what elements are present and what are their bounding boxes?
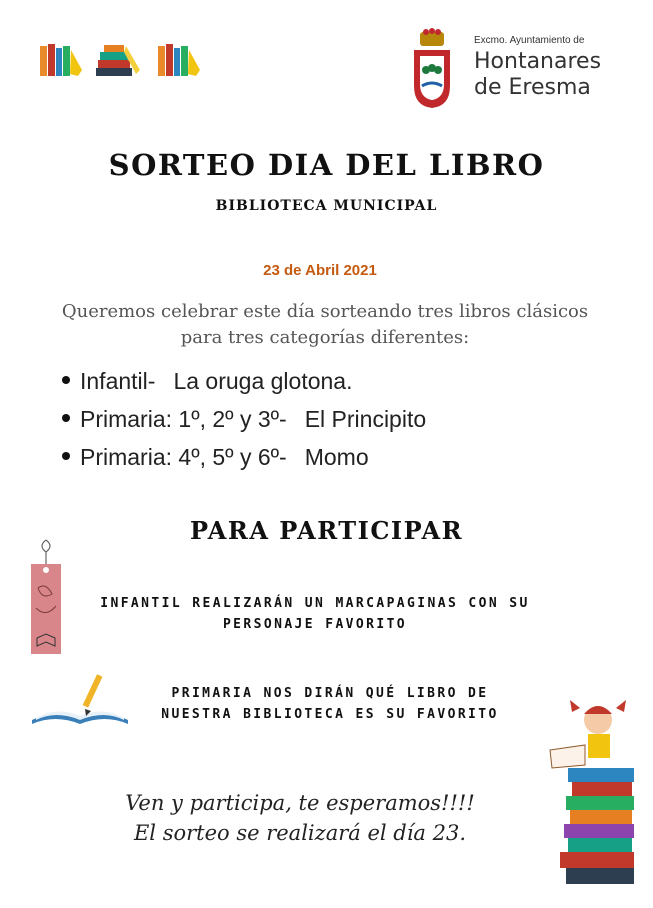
council-logo [376, 28, 626, 110]
category-group: Primaria: 4º, 5º y 6º- [80, 444, 287, 470]
category-list [62, 368, 622, 482]
open-book-icon [30, 670, 130, 730]
bullet-icon [62, 452, 70, 460]
closing-line: El sorteo se realizará el día 23. [133, 821, 467, 845]
list-item [62, 406, 622, 444]
council-name-line2: de Eresma [474, 75, 591, 100]
coat-of-arms-icon [410, 28, 454, 110]
council-name: Hontanares [474, 49, 602, 74]
girl-reading-illustration [540, 690, 640, 890]
bullet-icon [62, 376, 70, 384]
council-prefix: Excmo. Ayuntamiento de [474, 35, 585, 46]
list-item [62, 444, 622, 482]
book-stack-icon [158, 44, 200, 76]
book-stack-icon [40, 44, 82, 76]
page-subtitle: BIBLIOTECA MUNICIPAL [215, 198, 438, 214]
closing-line: Ven y participa, te esperamos!!!! [125, 791, 475, 815]
event-date: 23 de Abril 2021 [263, 262, 377, 279]
books-decoration-icon [38, 40, 208, 80]
category-group: Primaria: 1º, 2º y 3º- [80, 406, 287, 432]
page-title: SORTEO DIA DEL LIBRO [108, 148, 545, 182]
rule-infantil: INFANTIL REALIZARÁN UN MARCAPAGINAS CON SU PERSONAJE FAVORITO [100, 596, 530, 632]
book-stack-icon [96, 45, 140, 76]
closing-message [100, 788, 500, 848]
list-item [62, 368, 622, 406]
participate-heading: PARA PARTICIPAR [189, 516, 464, 545]
category-group: Infantil- [80, 368, 156, 394]
category-book: Momo [304, 444, 369, 470]
category-book: La oruga glotona. [173, 368, 353, 394]
bullet-icon [62, 414, 70, 422]
category-book: El Principito [304, 406, 427, 432]
intro-text: Queremos celebrar este día sorteando tres libros clásicos para tres categorías diferentes: [61, 301, 589, 348]
rule-primaria: PRIMARIA NOS DIRÁN QUÉ LIBRO DE NUESTRA BIBLIOTECA ES SU FAVORITO [161, 686, 499, 722]
bookmark-icon [28, 538, 64, 656]
